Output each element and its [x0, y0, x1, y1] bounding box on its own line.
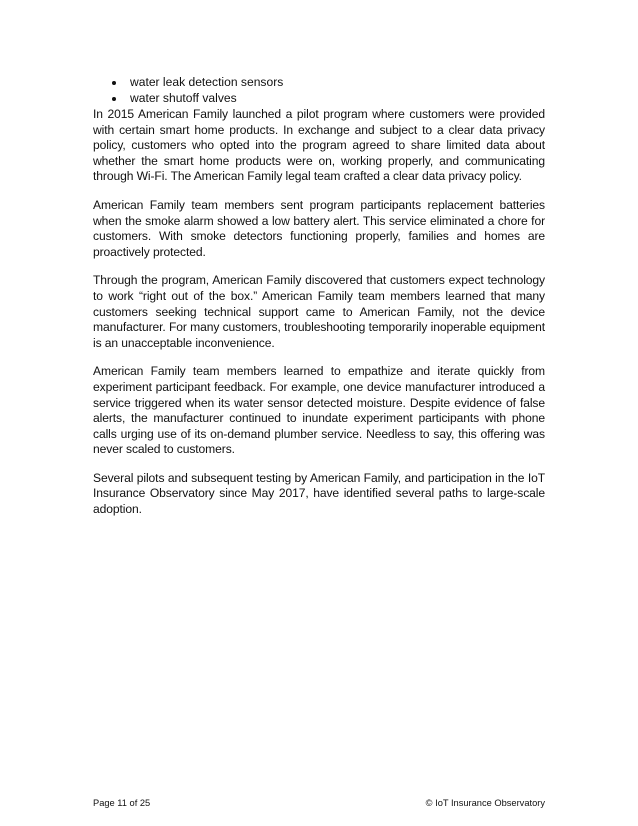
list-item [93, 75, 545, 91]
paragraph-empathize-iterate: American Family team members learned to empathize and iterate quickly from experiment participant feedback. For example, one device manufacturer introduced a service triggered when its water sensor detected moisture. Despite evidence of false alerts, the manufacturer continued to inundate experiment participants with phone calls urging use of its on-demand plumber service. Needless to say, this offering was never scaled to customers. [93, 364, 545, 457]
paragraph-customer-expectations: Through the program, American Family discovered that customers expect technology to work “right out of the box.” American Family team members learned that many customers seeking technical support came to American Family, not the device manufacturer. For many customers, troubleshooting temporarily inoperable equipment is an unacceptable inconvenience. [93, 273, 545, 350]
bullet-icon [112, 81, 116, 85]
document-body [93, 75, 545, 531]
paragraph-paths-to-adoption: Several pilots and subsequent testing by American Family, and participation in the IoT Insurance Observatory since May 2017, have identified several paths to large-scale adoption. [93, 470, 545, 517]
page-number: Page 11 of 25 [93, 798, 151, 808]
list-item [93, 91, 545, 107]
bullet-text: water leak detection sensors [130, 75, 284, 89]
bullet-list [93, 75, 545, 107]
page-footer [93, 797, 545, 809]
bullet-text: water shutoff valves [130, 91, 237, 105]
bullet-icon [112, 97, 116, 101]
paragraph-replacement-batteries: American Family team members sent program participants replacement batteries when the smoke alarm showed a low battery alert. This service eliminated a chore for customers. With smoke detectors functioning properly, families and homes are proactively protected. [93, 197, 545, 259]
copyright-notice: © IoT Insurance Observatory [425, 798, 545, 808]
paragraph-pilot-program: In 2015 American Family launched a pilot program where customers were provided with certain smart home products. In exchange and subject to a clear data privacy policy, customers who opted into the program agreed to share limited data about whether the smart home products were on, working properly, and communicating through Wi-Fi. The American Family legal team crafted a clear data privacy policy. [93, 107, 545, 184]
